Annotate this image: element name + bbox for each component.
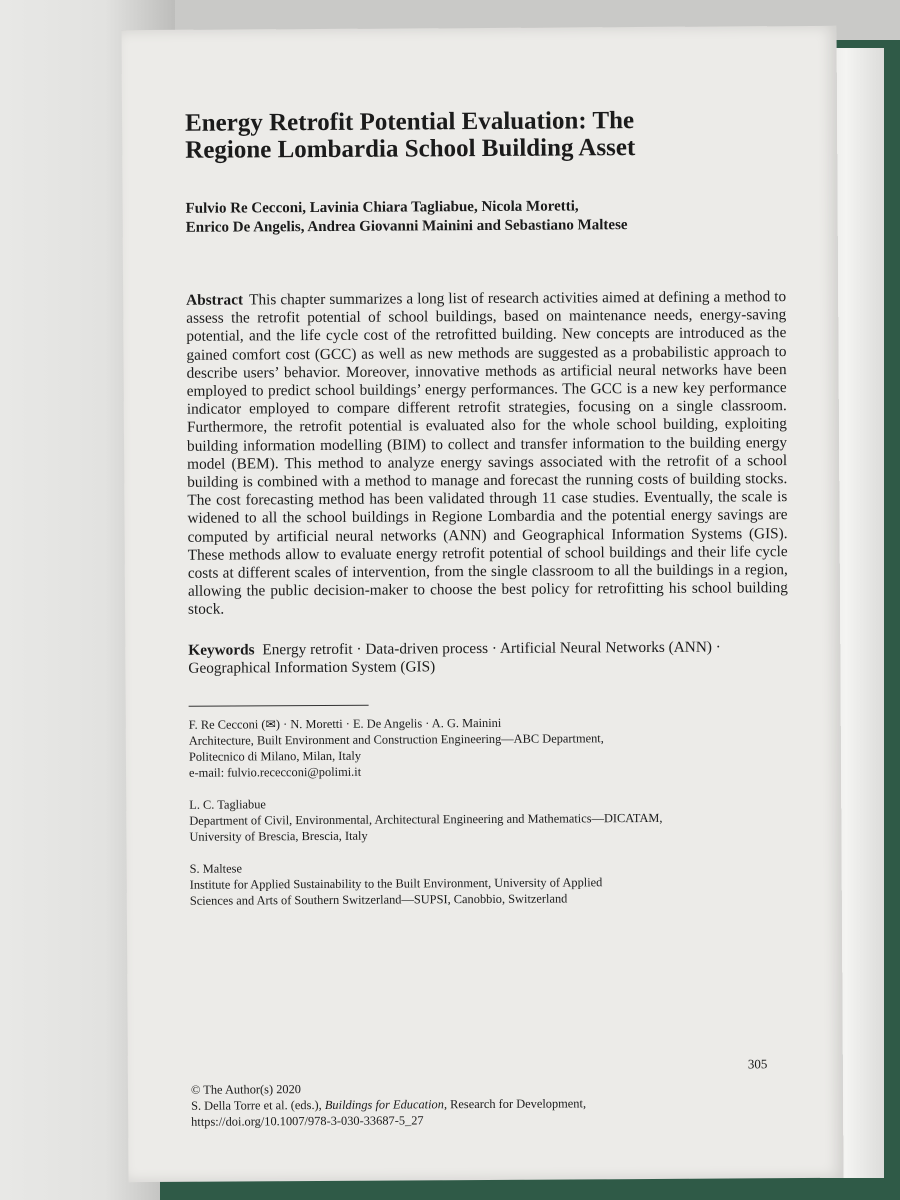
book-title: Buildings for Education [324,1097,444,1112]
affiliation-block [189,713,789,781]
doi-link[interactable]: https://doi.org/10.1007/978-3-030-33687-5_27 [191,1113,424,1129]
abstract-text: This chapter summarizes a long list of research activities aimed at defining a method to assess the retrofit potential of school buildings, based on maintenance needs, energy-saving potential, and the life cycle cost of the retrofitted building. New concepts are introduced as the gained comfort cost (GCC) as well as new methods are suggested as a probabilistic approach to describe users’ behavior. Moreover, innovative methods as artificial neural networks have been employed to predict school buildings’ energy performances. The GCC is a new key performance indicator employed to compare different retrofit strategies, focusing on a single classroom. Furthermore, the retrofit potential is evaluated also for the whole school building, exploiting building information modelling (BIM) to collect and transfer information to the building energy model (BEM). This method to analyze energy savings associated with the retrofit of a school building is combined with a method to manage and forecast the running costs of building stocks. The cost forecasting method has been validated through 11 case studies. Eventually, the scale is widened to all the school buildings in Regione Lombardia and the potential energy savings are computed by artificial neural networks (ANN) and Geographical Information Systems (GIS). These methods allow to evaluate energy retrofit potential of school buildings and their life cycle costs at different scales of intervention, from the single classroom to all the buildings in a region, allowing the public decision-maker to choose the best policy for retrofitting his school building stock. [186,288,788,619]
affiliation-line: Department of Civil, Environmental, Architectural Engineering and Mathematics—DICATAM, [189,810,663,828]
affiliation-names: L. C. Tagliabue [189,797,266,812]
affiliation-names: F. Re Cecconi (✉) · N. Moretti · E. De Angelis · A. G. Mainini [188,715,502,732]
citation-series: , Research for Development, [443,1096,587,1112]
copyright-block [191,1079,586,1129]
affiliation-block [189,793,789,845]
abstract-label: Abstract [186,291,244,309]
author-line: Fulvio Re Cecconi, Lavinia Chiara Tagliabue, Nicola Moretti, [185,198,579,217]
footnote-divider [189,705,369,707]
author-list [186,196,746,237]
citation-line [191,1095,586,1113]
keywords-text: Energy retrofit · Data-driven process · Artificial Neural Networks (ANN) · Geographical Information System (GIS) [188,638,721,677]
abstract [186,288,788,619]
chapter-title: Energy Retrofit Potential Evaluation: The Regione Lombardia School Building Asset [184,107,636,164]
affiliation-email: e-mail: fulvio.rececconi@polimi.it [188,764,362,780]
affiliation-line: University of Brescia, Brescia, Italy [189,828,368,844]
page-number: 305 [747,1056,768,1072]
keywords [188,638,788,678]
affiliation-line: Politecnico di Milano, Milan, Italy [188,748,362,764]
affiliation-line: Architecture, Built Environment and Construction Engineering—ABC Department, [188,731,604,748]
affiliation-line: Institute for Applied Sustainability to the Built Environment, University of Applied [189,875,603,892]
copyright-line: © The Author(s) 2020 [190,1082,302,1097]
affiliation-block [190,857,790,909]
book-page [121,26,843,1182]
citation-editors: S. Della Torre et al. (eds.), [191,1097,325,1113]
page-content [185,106,790,909]
affiliation-line: Sciences and Arts of Southern Switzerland—SUPSI, Canobbio, Switzerland [189,891,568,908]
keywords-label: Keywords [188,641,255,659]
affiliation-names: S. Maltese [189,861,242,876]
author-line: Enrico De Angelis, Andrea Giovanni Mainini and Sebastiano Maltese [185,217,628,236]
